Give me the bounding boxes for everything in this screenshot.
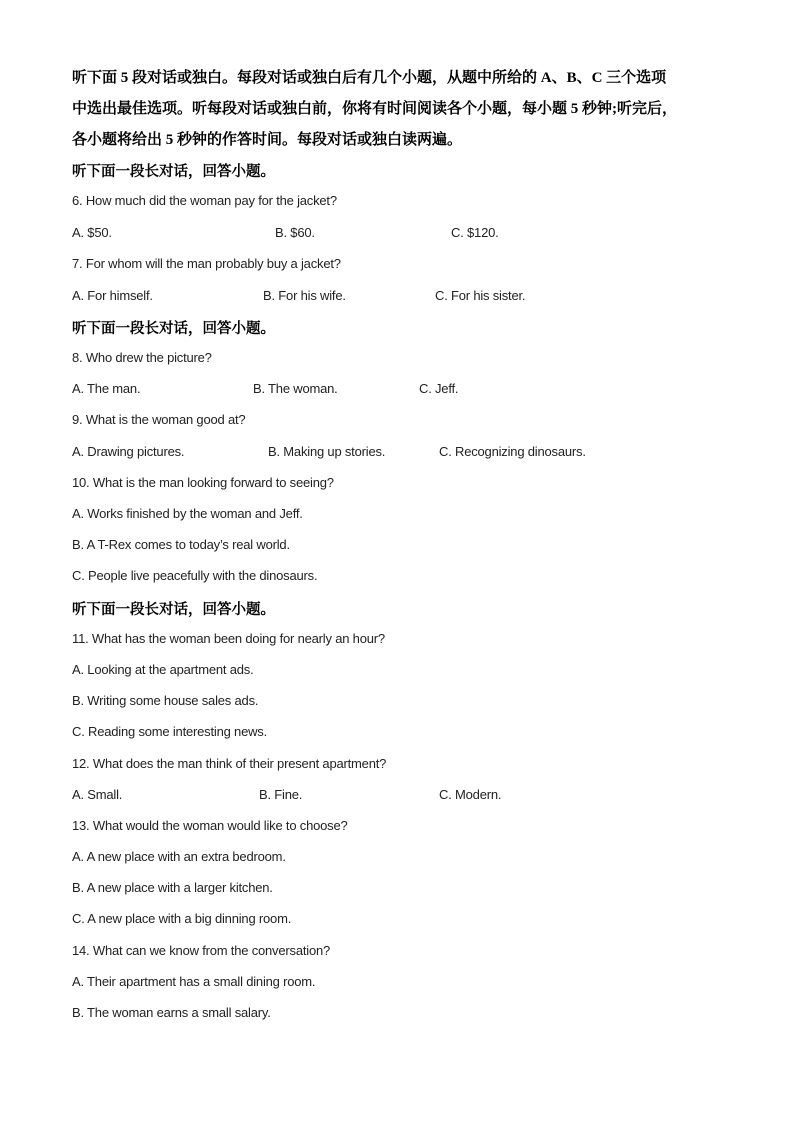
instructions-line-3: 各小题将给出 5 秒钟的作答时间。每段对话或独白读两遍。 [72,132,463,148]
q7-option-a: A. For himself. [72,288,153,303]
question-12: 12. What does the man think of their present apartment? [72,756,387,771]
q8-option-a: A. The man. [72,381,141,396]
q10-option-b: B. A T-Rex comes to today’s real world. [72,537,290,552]
section-heading-2: 听下面一段长对话，回答小题。 [72,321,275,337]
instructions-line-2: 中选出最佳选项。听每段对话或独白前，你将有时间阅读各个小题，每小题 5 秒钟;听完后， [72,101,677,117]
section-heading-3: 听下面一段长对话，回答小题。 [72,602,275,618]
q8-option-c: C. Jeff. [419,381,459,396]
question-11: 11. What has the woman been doing for nearly an hour? [72,631,385,646]
question-10: 10. What is the man looking forward to seeing? [72,475,334,490]
q7-option-b: B. For his wife. [263,288,346,303]
q7-option-c: C. For his sister. [435,288,526,303]
q6-option-a: A. $50. [72,225,112,240]
q6-option-b: B. $60. [275,225,315,240]
q11-option-a: A. Looking at the apartment ads. [72,662,254,677]
q14-option-b: B. The woman earns a small salary. [72,1005,271,1020]
q11-option-b: B. Writing some house sales ads. [72,693,259,708]
q9-option-a: A. Drawing pictures. [72,444,185,459]
q12-option-c: C. Modern. [439,787,502,802]
question-6: 6. How much did the woman pay for the jacket? [72,193,337,208]
q6-option-c: C. $120. [451,225,499,240]
q11-option-c: C. Reading some interesting news. [72,724,268,739]
q13-option-b: B. A new place with a larger kitchen. [72,880,273,895]
q9-option-c: C. Recognizing dinosaurs. [439,444,586,459]
section-heading-1: 听下面一段长对话，回答小题。 [72,164,275,180]
question-8: 8. Who drew the picture? [72,350,212,365]
q14-option-a: A. Their apartment has a small dining room. [72,974,316,989]
question-9: 9. What is the woman good at? [72,412,246,427]
q13-option-a: A. A new place with an extra bedroom. [72,849,286,864]
q10-option-a: A. Works finished by the woman and Jeff. [72,506,303,521]
q10-option-c: C. People live peacefully with the dinosaurs. [72,568,318,583]
instructions [72,63,732,156]
question-14: 14. What can we know from the conversation? [72,943,331,958]
question-7: 7. For whom will the man probably buy a jacket? [72,256,341,271]
question-13: 13. What would the woman would like to choose? [72,818,348,833]
q12-option-a: A. Small. [72,787,123,802]
instructions-line-1: 听下面 5 段对话或独白。每段对话或独白后有几个小题，从题中所给的 A、B、C 三个选项 [72,70,667,86]
q8-option-b: B. The woman. [253,381,338,396]
q9-option-b: B. Making up stories. [268,444,386,459]
q13-option-c: C. A new place with a big dinning room. [72,911,292,926]
q12-option-b: B. Fine. [259,787,303,802]
